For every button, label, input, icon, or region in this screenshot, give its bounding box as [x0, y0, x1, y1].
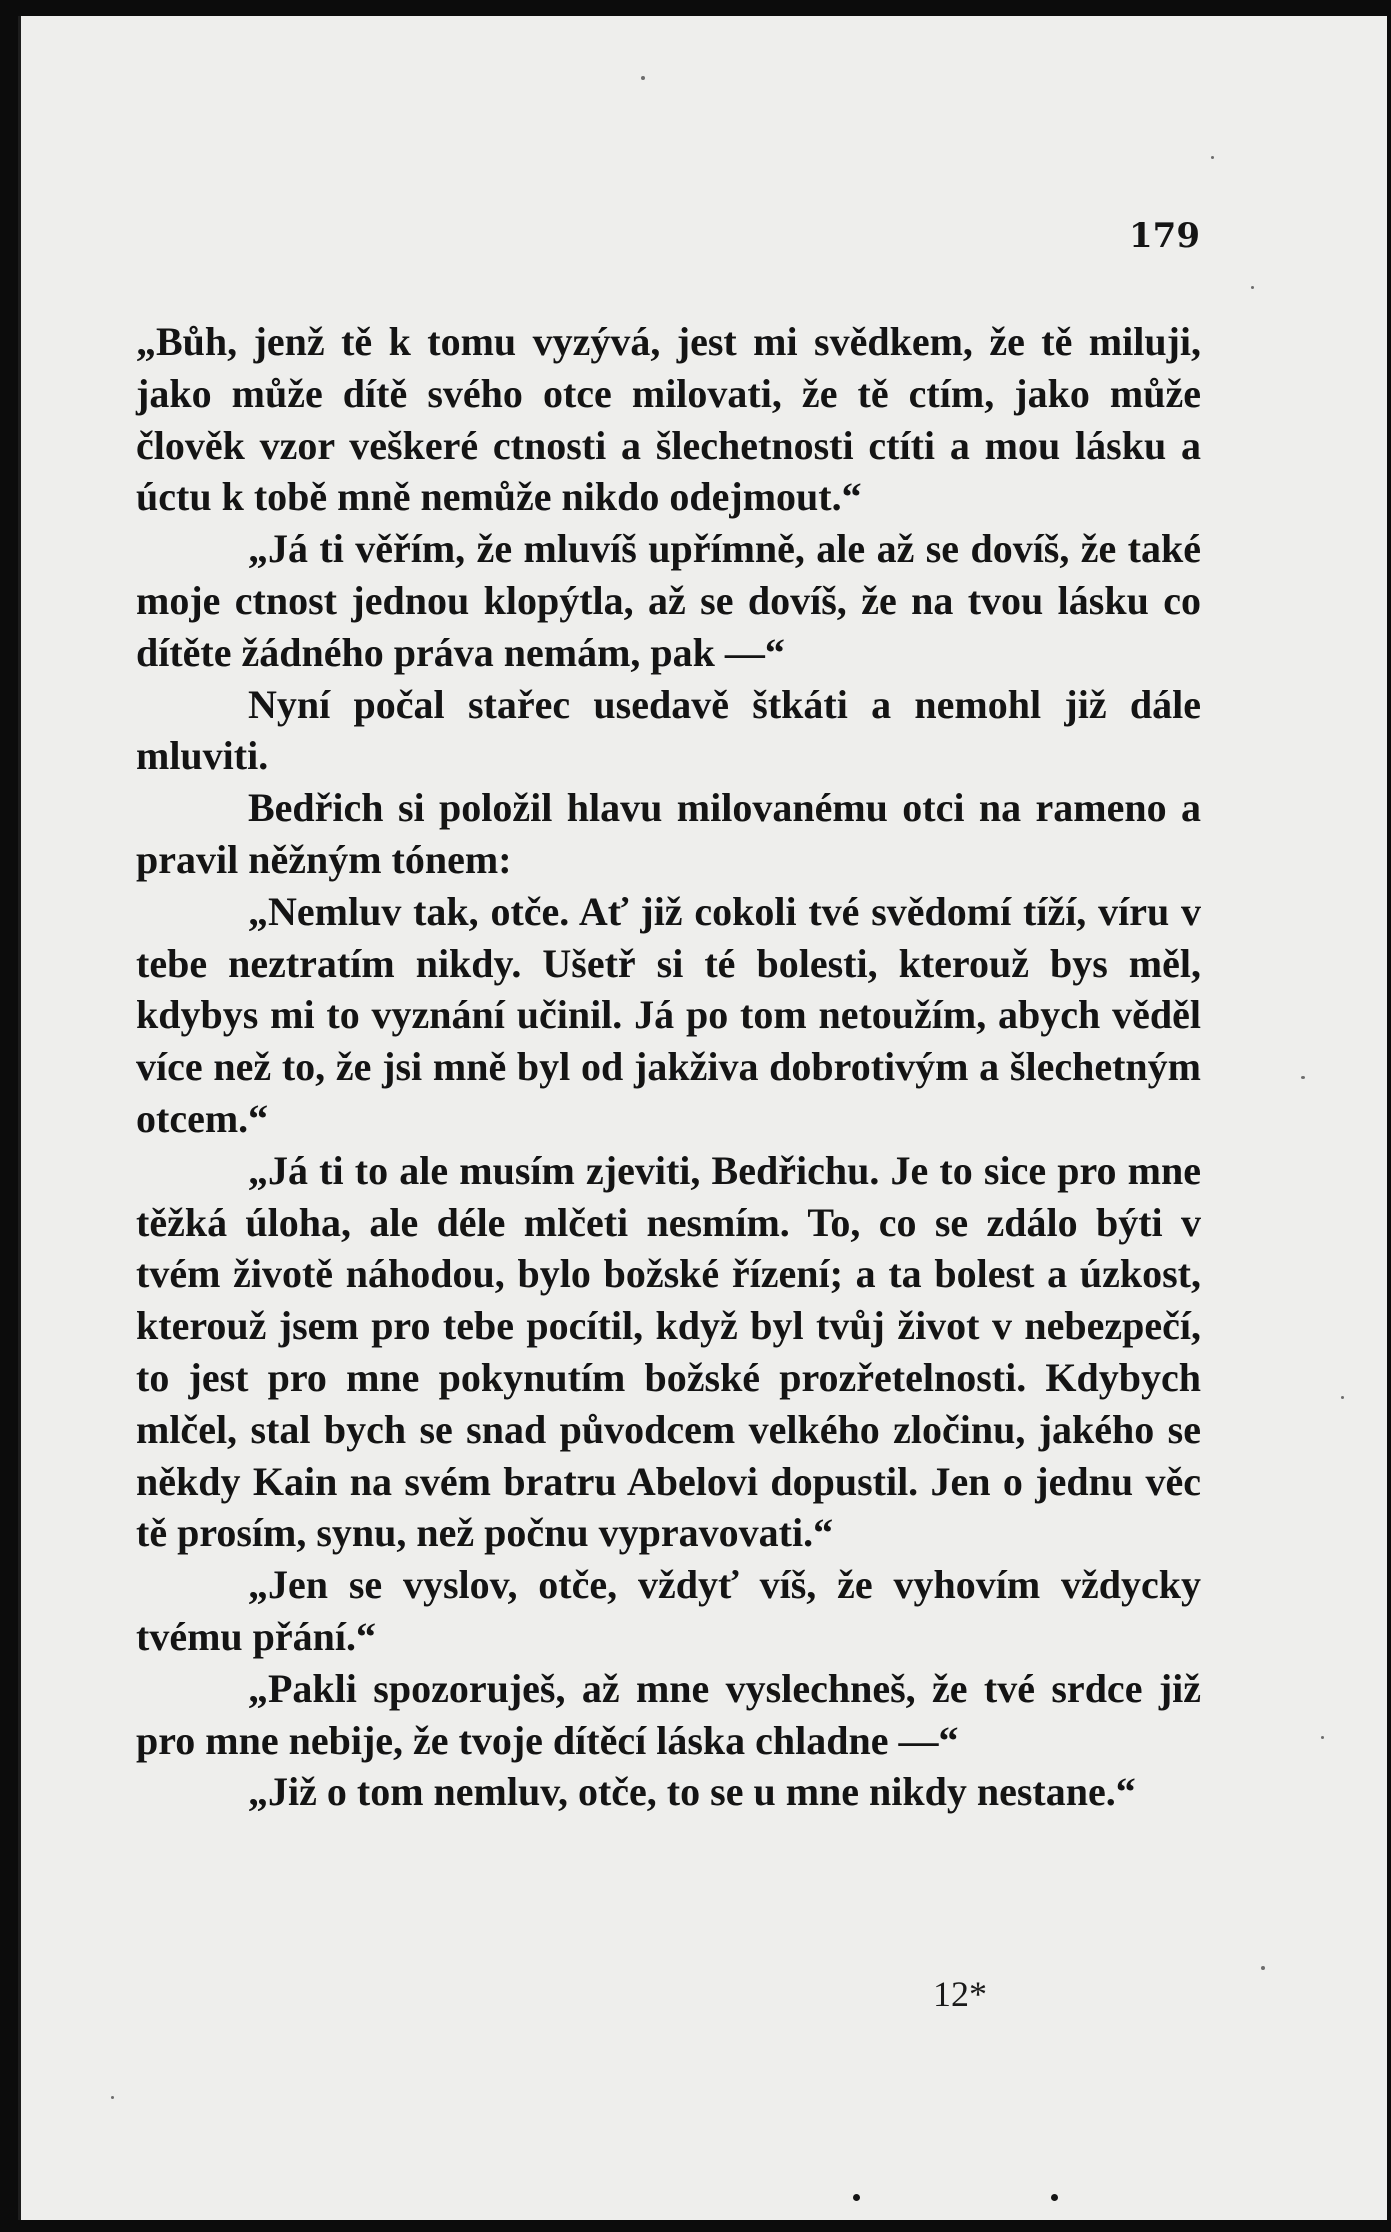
paragraph: „Již o tom nemluv, otče, to se u mne nikdy nestane.“: [248, 1769, 1136, 1815]
paragraph: „Jen se vyslov, otče, vždyť víš, že vyhovím vždycky tvému přání.“: [136, 1562, 1201, 1659]
book-page: [18, 16, 1387, 2220]
paragraph: „Já ti to ale musím zjeviti, Bedřichu. Je to sice pro mne těžká úloha, ale déle mlčeti nesmím. To, co se zdálo býti v tvém životě náhodou, bylo božské řízení; a ta bolest a úzkost, kterouž jsem pro tebe pocítil, když byl tvůj život v nebezpečí, to jest pro mne pokynutím božské prozřetelnosti. Kdybych mlčel, stal bych se snad původcem velkého zločinu, jakého se někdy Kain na svém bratru Abelovi dopustil. Jen o jednu věc tě prosím, synu, než počnu vypravovati.“: [136, 1147, 1201, 1556]
paper-speck: [641, 76, 645, 80]
paragraph: Bedřich si položil hlavu milovanému otci na rameno a pravil něžným tónem:: [136, 785, 1201, 882]
paper-speck: [1341, 1396, 1344, 1399]
paper-speck: [1301, 1076, 1305, 1079]
paper-speck: [1211, 156, 1214, 159]
bottom-dot: [1051, 2194, 1058, 2201]
body-text: [136, 316, 1201, 1818]
paragraph: „Bůh, jenž tě k tomu vyzývá, jest mi svědkem, že tě miluji, jako může dítě svého otce milovati, že tě ctím, jako může člověk vzor veškeré ctnosti a šlechetnosti ctíti a mou lásku a úctu k tobě mně nemůže nikdo odejmout.“: [136, 319, 1201, 520]
paragraph: „Já ti věřím, že mluvíš upřímně, ale až se dovíš, že také moje ctnost jednou klopýtla, až se dovíš, že na tvou lásku co dítěte žádného práva nemám, pak —“: [136, 526, 1201, 675]
paragraph: „Nemluv tak, otče. Ať již cokoli tvé svědomí tíží, víru v tebe neztratím nikdy. Ušetř si té bolesti, kterouž bys měl, kdybys mi to vyznání učinil. Já po tom netoužím, abych věděl více než to, že jsi mně byl od jakživa dobrotivým a šlechetným otcem.“: [136, 888, 1201, 1141]
paper-speck: [1251, 286, 1254, 289]
bottom-dot: [853, 2194, 860, 2201]
paragraph: Nyní počal stařec usedavě štkáti a nemohl již dále mluviti.: [136, 681, 1201, 779]
paragraph: „Pakli spozoruješ, až mne vyslechneš, že tvé srdce již pro mne nebije, že tvoje dítěcí láska chladne —“: [136, 1665, 1201, 1763]
page-number: 179: [1129, 216, 1200, 256]
signature-mark: 12*: [933, 1974, 987, 2014]
paper-speck: [1321, 1736, 1324, 1739]
paper-speck: [111, 2096, 114, 2099]
paper-speck: [1261, 1966, 1265, 1970]
